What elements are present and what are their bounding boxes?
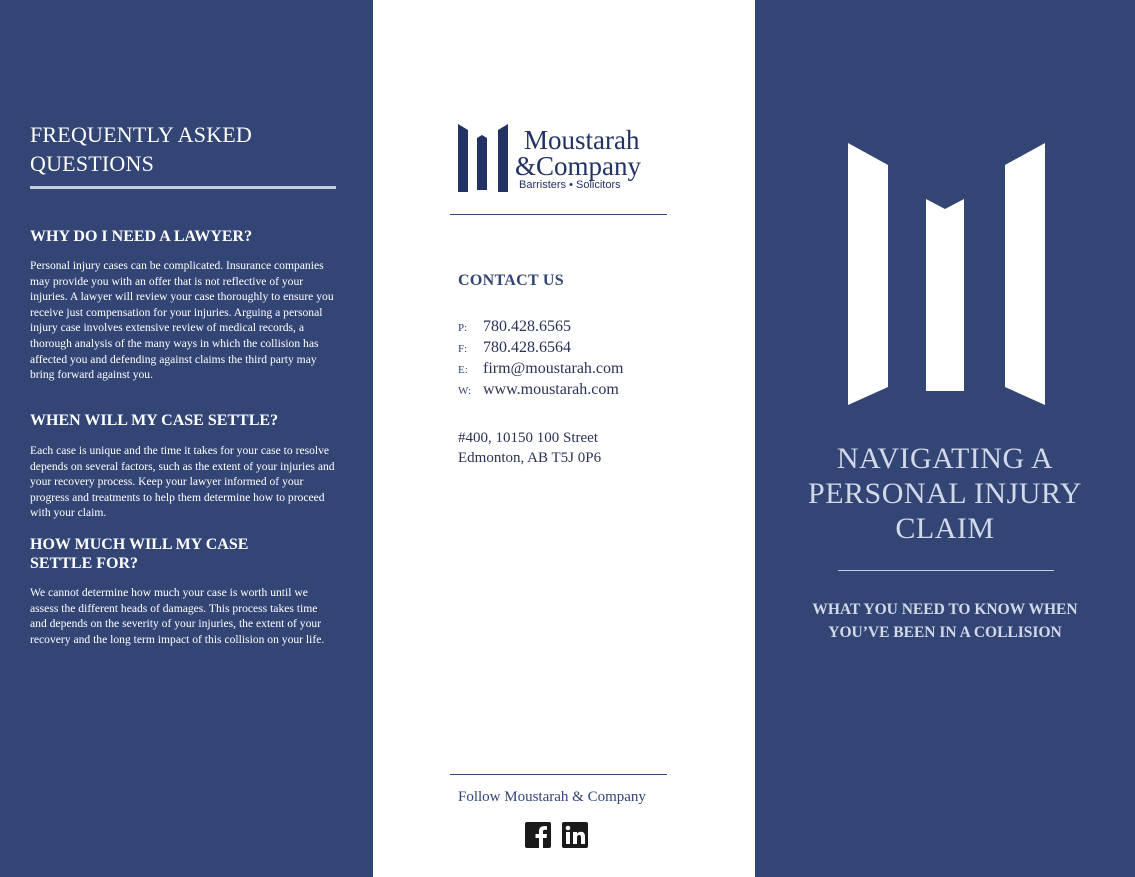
follow-text: Follow Moustarah & Company bbox=[458, 789, 646, 805]
contact-email bbox=[458, 360, 623, 381]
cover-panel bbox=[755, 0, 1135, 877]
email-address: firm@moustarah.com bbox=[483, 360, 624, 377]
faq-title: FREQUENTLY ASKED QUESTIONS bbox=[30, 122, 253, 176]
address-line: #400, 10150 100 Street bbox=[458, 430, 598, 446]
contact-key: E: bbox=[458, 364, 468, 376]
phone-number: 780.428.6565 bbox=[483, 318, 571, 335]
facebook-icon bbox=[525, 822, 551, 848]
contact-website bbox=[458, 381, 623, 402]
contact-title: CONTACT US bbox=[458, 272, 564, 289]
website-url: www.moustarah.com bbox=[483, 381, 619, 398]
company-logo bbox=[458, 122, 673, 197]
faq-question: WHY DO I NEED A LAWYER? bbox=[30, 228, 253, 245]
contact-key: F: bbox=[458, 343, 468, 355]
fax-number: 780.428.6564 bbox=[483, 339, 571, 356]
cover-subtitle: WHAT YOU NEED TO KNOW WHEN YOU’VE BEEN IN A COLLISION bbox=[812, 601, 1078, 641]
logo-divider bbox=[450, 214, 667, 215]
follow-divider bbox=[450, 774, 667, 775]
logo-mark-icon bbox=[848, 143, 1046, 405]
cover-divider bbox=[838, 570, 1054, 571]
contact-key: W: bbox=[458, 385, 472, 397]
logo-name: Moustarah bbox=[524, 125, 640, 155]
faq-question: HOW MUCH WILL MY CASE SETTLE FOR? bbox=[30, 536, 249, 572]
faq-answer: We cannot determine how much your case is worth until we assess the different heads of damages. This process takes time and depends on the severity of your injuries, the extent of your recovery and the long term impact of this collision on your life. bbox=[30, 586, 325, 646]
faq-divider bbox=[30, 186, 336, 189]
contact-key: P: bbox=[458, 322, 468, 334]
contact-fax bbox=[458, 339, 623, 360]
linkedin-icon bbox=[562, 822, 588, 848]
logo-bars-icon bbox=[458, 122, 516, 194]
logo-tagline: Barristers • Solicitors bbox=[519, 179, 621, 191]
contact-panel bbox=[373, 0, 755, 877]
faq-panel bbox=[0, 0, 373, 877]
office-address bbox=[458, 428, 601, 468]
faq-question: WHEN WILL MY CASE SETTLE? bbox=[30, 412, 279, 429]
contact-phone bbox=[458, 318, 623, 339]
faq-answer: Each case is unique and the time it takes for your case to resolve depends on several factors, such as the extent of your injuries and your recovery process. Keep your lawyer informed of your progress and treatments to help them determine how to proceed with your claim. bbox=[30, 444, 335, 520]
cover-title: NAVIGATING A PERSONAL INJURY CLAIM bbox=[808, 442, 1082, 545]
contact-list bbox=[458, 318, 623, 402]
faq-answer: Personal injury cases can be complicated. Insurance companies may provide you with an offer that is not reflective of your injuries. A lawyer will review your case thoroughly to ensure you receive just compensation for your injuries. Arguing a personal injury case involves extensive review of medical records, a thorough analysis of the many ways in which the collision has affected you and defending against claims the third party may bring forward against you. bbox=[30, 259, 334, 382]
logo-name-company: &Company bbox=[515, 151, 641, 181]
address-line: Edmonton, AB T5J 0P6 bbox=[458, 450, 602, 466]
